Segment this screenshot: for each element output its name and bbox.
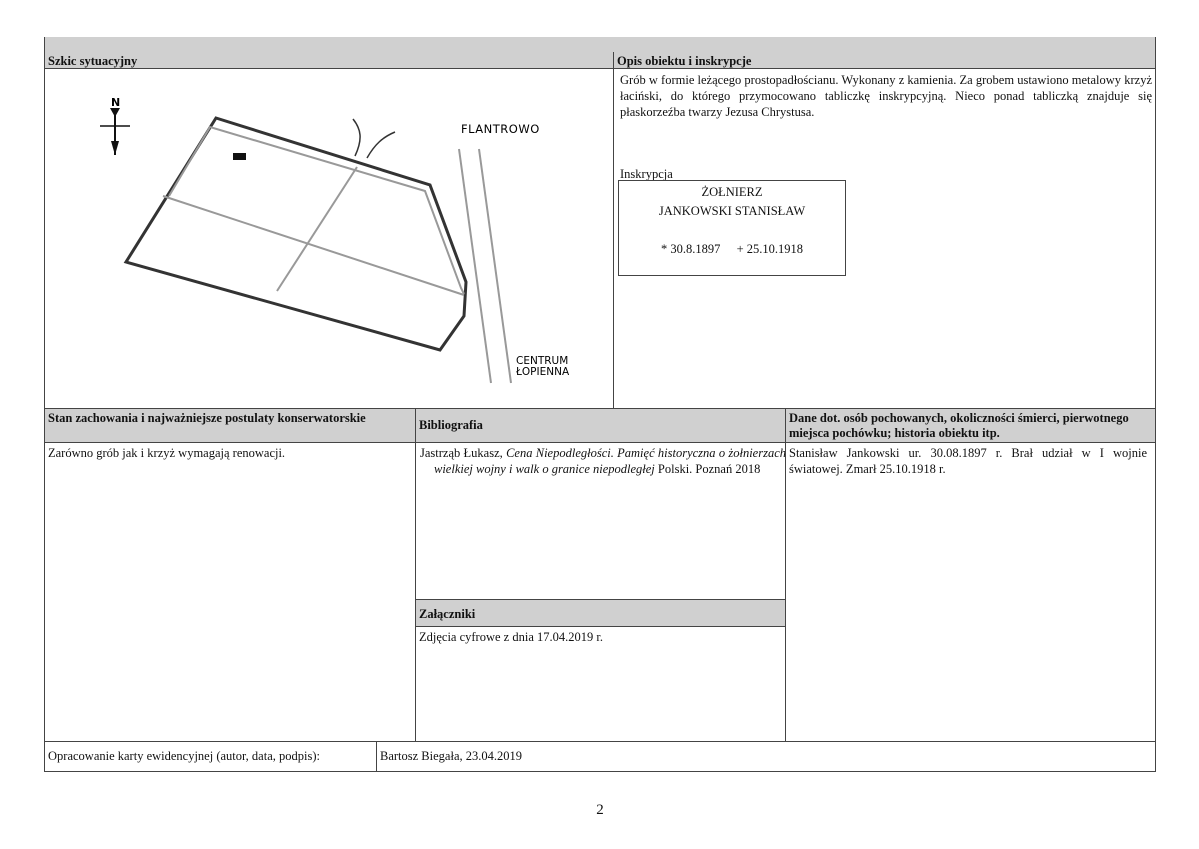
bibliography-rest: Polski. Poznań 2018 — [654, 462, 761, 476]
description-cell — [613, 69, 1156, 408]
description-text: Grób w formie leżącego prostopadłościanu. Wykonany z kamienia. Za grobem ustawiono metalowy krzyż łaciński, do którego przymocowano tabliczkę inskrypcyjną. Nieco ponad tabliczką znajduje się płaskorzeźba twarzy Jezusa Chrystusa. — [620, 73, 1152, 119]
persons-heading: Dane dot. osób pochowanych, okoliczności śmierci, pierwotnego miejsca pochówku; historia obiektu itp. — [785, 408, 1156, 443]
page-number: 2 — [596, 802, 604, 818]
situation-sketch — [45, 69, 614, 408]
grave-marker — [233, 153, 246, 160]
footer-label: Opracowanie karty ewidencyjnej (autor, data, podpis): — [48, 749, 320, 763]
attachments-cell — [415, 627, 785, 741]
condition-cell — [44, 443, 415, 741]
attachments-text: Zdjęcia cyfrowe z dnia 17.04.2019 r. — [419, 630, 603, 644]
footer-value: Bartosz Biegała, 23.04.2019 — [380, 749, 522, 763]
bibliography-entry — [416, 443, 789, 479]
condition-text: Zarówno grób jak i krzyż wymagają renowacji. — [48, 446, 286, 460]
footer-label-cell — [44, 741, 376, 772]
persons-cell — [785, 443, 1156, 741]
bibliography-cell — [415, 443, 785, 599]
north-label: N — [111, 96, 121, 109]
attachments-heading: Załączniki — [415, 599, 785, 627]
bibliography-author: Jastrząb Łukasz, — [420, 446, 507, 460]
inscription-label: Inskrypcja — [620, 167, 673, 181]
footer-value-cell — [376, 741, 1156, 772]
inscription-dates — [619, 240, 845, 259]
bibliography-title: Cena Niepodległości. Pamięć historyczna o żołnierzach wielkiej wojny i walk o granice niepodległej — [434, 446, 786, 476]
label-flantrowo: FLANTROWO — [461, 122, 540, 136]
description-heading: Opis obiektu i inskrypcje — [613, 52, 1156, 69]
top-gray-strip — [44, 37, 1156, 52]
cemetery-inner-outline — [169, 127, 464, 294]
inscription-born: * 30.8.1897 — [660, 242, 721, 256]
label-lopienna: ŁOPIENNA — [516, 366, 570, 378]
persons-text: Stanisław Jankowski ur. 30.08.1897 r. Brał udział w I wojnie światowej. Zmarł 25.10.1918 r. — [789, 446, 1147, 476]
bibliography-heading: Bibliografia — [415, 408, 785, 443]
inscription-died: + 25.10.1918 — [736, 242, 804, 256]
inscription-line1: ŻOŁNIERZ — [701, 185, 763, 199]
sketch-cell — [44, 69, 613, 408]
sketch-heading: Szkic sytuacyjny — [44, 52, 613, 69]
label-centrum: CENTRUM — [516, 355, 569, 367]
inscription-line2: JANKOWSKI STANISŁAW — [658, 204, 806, 218]
north-arrow-icon — [100, 108, 130, 155]
condition-heading: Stan zachowania i najważniejsze postulaty konserwatorskie — [44, 408, 415, 443]
inscription-box — [618, 180, 846, 276]
